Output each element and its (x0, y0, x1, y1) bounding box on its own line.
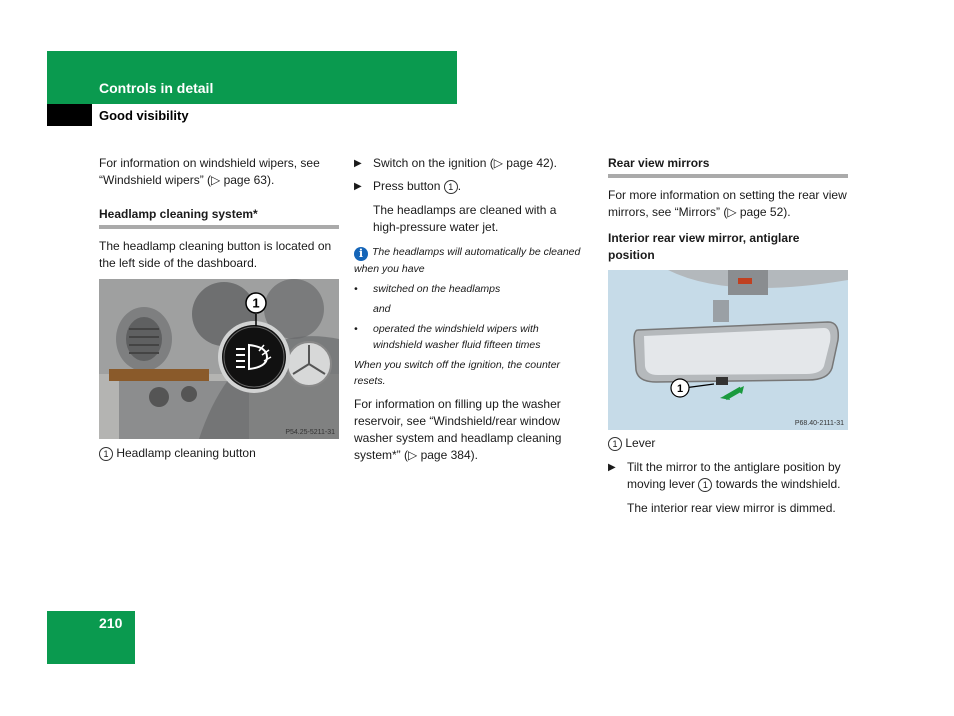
legend-number: 1 (99, 447, 113, 461)
step-tilt-mirror (608, 459, 848, 493)
bullet-headlamps (354, 281, 586, 297)
mirror-dimmed-result: The interior rear view mirror is dimmed. (627, 501, 836, 515)
step-arrow-icon: ▶ (354, 158, 362, 169)
wipers-reference: For information on windshield wipers, see “Windshield wipers” (▷ page 63). (99, 156, 320, 187)
figure-callout-number: 1 (676, 383, 684, 395)
step-button-number: 1 (444, 180, 458, 194)
figure-legend (99, 445, 339, 462)
bullet-icon: • (354, 283, 358, 295)
column-right (608, 155, 848, 517)
section-title: Controls in detail (99, 80, 214, 96)
info-intro: The headlamps will automatically be cleaned when you have (354, 246, 581, 275)
antiglare-heading: Interior rear view mirror, antiglare position (608, 231, 800, 262)
dashboard-figure (99, 279, 339, 439)
legend-text: Headlamp cleaning button (116, 446, 256, 460)
info-icon: i (354, 247, 368, 261)
page-number: 210 (99, 615, 123, 631)
step-arrow-icon: ▶ (608, 462, 616, 473)
figure-legend (608, 435, 848, 452)
mirrors-reference: For more information on setting the rear view mirrors, see “Mirrors” (▷ page 52). (608, 188, 847, 219)
legend-number: 1 (608, 437, 622, 451)
bullet-icon: • (354, 323, 358, 335)
step-press-text: Press button (373, 179, 441, 193)
bullet-headlamps-text: switched on the headlamps (373, 283, 501, 295)
figure-callout-number: 1 (252, 295, 260, 311)
header-band (47, 51, 457, 104)
subheader-marker (47, 104, 92, 126)
ignition-reset-note: When you switch off the ignition, the counter resets. (354, 359, 561, 387)
headlamp-cleaning-heading: Headlamp cleaning system* (99, 206, 339, 229)
step-press-period: . (457, 179, 462, 193)
step-ignition (354, 155, 586, 172)
legend-text: Lever (625, 436, 656, 450)
mirror-figure (608, 270, 848, 430)
figure-code: P54.25-5211-31 (285, 429, 335, 436)
info-note (354, 244, 586, 277)
step-press-button (354, 178, 586, 195)
column-middle (354, 155, 586, 464)
step-tilt-text: Tilt the mirror to the antiglare position by moving lever (627, 460, 841, 491)
step-lever-number: 1 (698, 478, 712, 492)
bullet-and: and (373, 303, 391, 315)
step-ignition-text: Switch on the ignition (▷ page 42). (373, 156, 558, 170)
headlamp-button-location: The headlamp cleaning button is located on the left side of the dashboard. (99, 239, 332, 270)
washer-reference: For information on filling up the washer reservoir, see “Windshield/rear window washer system and headlamp cleaning system*” (▷ page 384). (354, 397, 562, 462)
step-tilt-text-end: towards the windshield. (715, 477, 841, 491)
figure-code: P68.40-2111-31 (794, 420, 844, 427)
subsection-title: Good visibility (99, 108, 189, 123)
step-arrow-icon: ▶ (354, 181, 362, 192)
bullet-wipers (354, 321, 586, 353)
rear-view-mirrors-heading: Rear view mirrors (608, 155, 848, 178)
bullet-wipers-text: operated the windshield wipers with windshield washer fluid fifteen times (373, 323, 541, 351)
column-left (99, 155, 339, 462)
cleaning-result: The headlamps are cleaned with a high-pressure water jet. (373, 203, 557, 234)
